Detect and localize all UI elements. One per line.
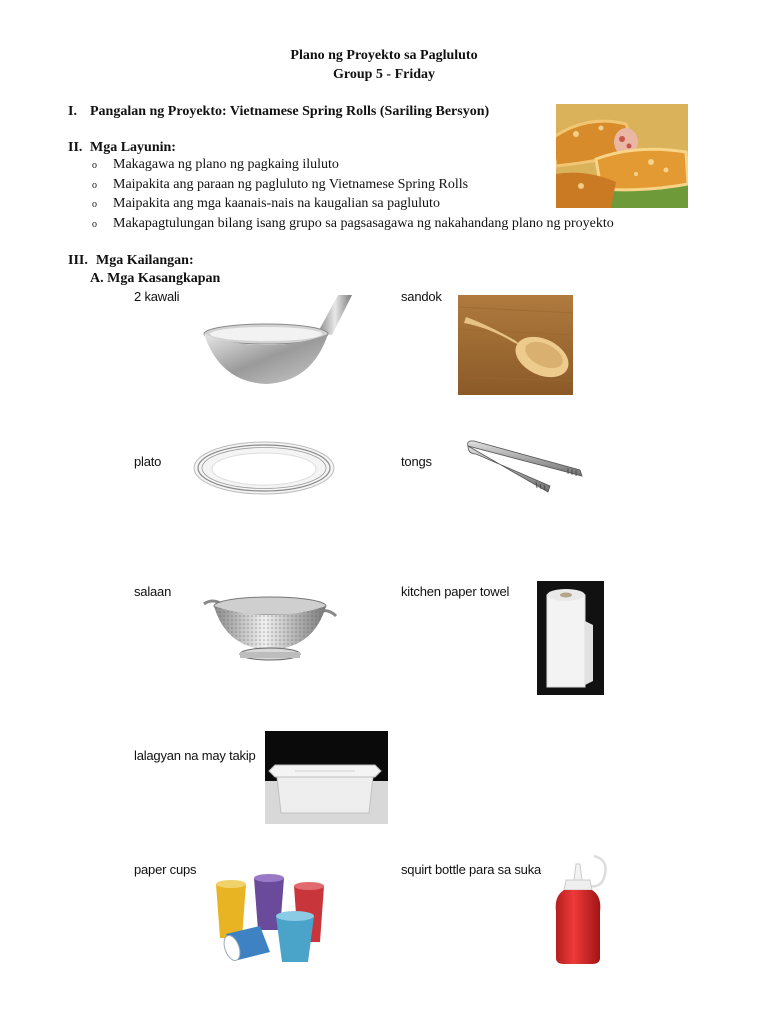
tool-label-kawali: 2 kawali — [134, 289, 180, 304]
section-project-name: I. Pangalan ng Proyekto: Vietnamese Spring Rolls (Sariling Bersyon) — [68, 104, 490, 119]
page-title: Plano ng Proyekto sa Pagluluto — [290, 48, 478, 63]
objective-4: Makapagtulungan bilang isang grupo sa pagsasagawa ng nakahandang plano ng proyekto — [113, 216, 614, 231]
cup-lightblue-icon — [276, 911, 314, 962]
plate-image — [192, 438, 337, 496]
subsection-tools: A. Mga Kasangkapan — [90, 271, 221, 286]
bullet-icon: o — [92, 199, 97, 210]
page-subtitle: Group 5 - Friday — [332, 67, 436, 82]
tool-label-paper-cups: paper cups — [134, 862, 197, 877]
wok-image — [200, 290, 360, 390]
tool-label-plato: plato — [134, 454, 162, 469]
tool-label-tongs: tongs — [401, 454, 432, 469]
tool-label-sandok: sandok — [401, 289, 442, 304]
tool-label-salaan: salaan — [134, 584, 172, 599]
container-image — [265, 731, 388, 824]
wooden-spoon-image — [458, 295, 573, 395]
spring-rolls-photo — [556, 104, 688, 208]
objective-1: Makagawa ng plano ng pagkaing iluluto — [113, 157, 339, 172]
objective-2: Maipakita ang paraan ng pagluluto ng Vietnamese Spring Rolls — [113, 177, 469, 192]
bullet-icon: o — [92, 160, 97, 171]
tool-label-squirt-bottle: squirt bottle para sa suka — [401, 862, 542, 877]
tool-label-paper-towel: kitchen paper towel — [401, 584, 510, 599]
section-requirements: III. Mga Kailangan: — [68, 253, 194, 268]
tongs-image — [462, 432, 587, 500]
tool-label-container: lalagyan na may takip — [134, 748, 256, 763]
bullet-icon: o — [92, 180, 97, 191]
paper-cups-image — [210, 872, 332, 968]
section-objectives: II. Mga Layunin: — [68, 140, 176, 155]
bullet-icon: o — [92, 219, 97, 230]
paper-towel-image — [537, 581, 604, 695]
colander-image — [202, 590, 338, 664]
squirt-bottle-image — [550, 852, 612, 968]
objective-3: Maipakita ang mga kaanais-nais na kaugalian sa pagluluto — [113, 196, 440, 211]
cup-yellow-icon — [216, 880, 246, 938]
